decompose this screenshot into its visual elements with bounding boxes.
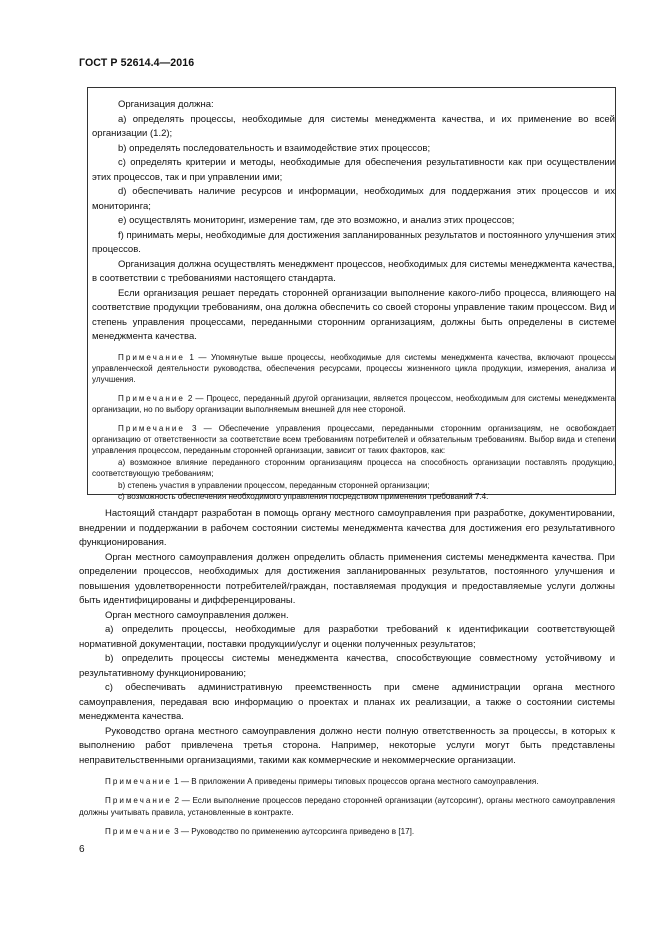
box-note-2: Примечание 2 — Процесс, переданный другой организации, является процессом, необходимым для системы менеджмента организации, но по выбору организации выполняемым внешней для нее стороной.	[92, 393, 615, 415]
note-label: Примечание	[105, 777, 172, 786]
note-label: Примечание	[118, 393, 185, 403]
box-paragraph-2: Если организация решает передать сторонней организации выполнение какого-либо процесса, влияющего на соответствие продукции требованиям, она должна обеспечить со своей стороны управление таким процессом. Вид и степень управления процессами, переданными сторонним организациям, должны быть определены в системе менеджмента качества.	[92, 287, 615, 342]
main-paragraph-2: Орган местного самоуправления должен определить область применения системы менеджмента качества. При определении процессов, необходимых для достижения запланированных результатов, постоянного улучшения и повышения удовлетворенности потребителей/граждан, поставляемая продукция и предоставляемые услуги должны быть идентифицированы и дифференцированы.	[79, 551, 615, 606]
note-label: Примечание	[118, 423, 185, 433]
main-note-1: Примечание 1 — В приложении А приведены примеры типовых процессов органа местного самоуправления.	[105, 777, 539, 786]
document-header: ГОСТ Р 52614.4—2016	[79, 57, 195, 69]
note-label: Примечание	[105, 796, 172, 806]
main-item-a: a) определить процессы, необходимые для разработки требований к идентификации соответствующей нормативной документации, поставки продукции/услуг и оценки полученных результатов;	[79, 624, 615, 650]
box-item-c: c) определять критерии и методы, необходимые для обеспечения результативности как при осуществлении этих процессов, так и при управлении ими;	[92, 157, 615, 183]
note-label: Примечание	[118, 352, 185, 362]
box-note-3-item-c: c) возможность обеспечения необходимого управления посредством применения требований 7.4.	[118, 491, 489, 501]
main-item-c: c) обеспечивать административную преемственность при смене администрации органа местного самоуправления, передавая всю информацию о проектах и планах их реализации, а также о состоянии системы менеджмента качества.	[79, 682, 615, 722]
box-intro: Организация должна:	[118, 99, 214, 110]
box-item-d: d) обеспечивать наличие ресурсов и информации, необходимых для поддержания этих процессов и их мониторинга;	[92, 186, 615, 212]
main-paragraph-3: Орган местного самоуправления должен.	[105, 609, 289, 621]
note-label: Примечание	[105, 827, 172, 837]
box-note-3: Примечание 3 — Обеспечение управления процессами, переданными сторонним организациям, не освобождает организацию от ответственности за соответствие всем требованиям потребителей и обязательным требованиям. Выбор вида и степени управления процессом, переданным сторонней организации, зависит от таких факторов, как:	[92, 423, 615, 456]
main-note-2: Примечание 2 — Если выполнение процессов передано сторонней организации (аутсорсинг), органы местного самоуправления должны учитывать правила, установленные в контракте.	[79, 796, 615, 817]
quoted-requirements-content	[88, 98, 615, 502]
page-number: 6	[79, 844, 85, 855]
box-item-a: a) определять процессы, необходимые для системы менеджмента качества, и их применение во всей организации (1.2);	[92, 113, 615, 139]
box-note-3-item-a: a) возможное влияние переданного сторонним организациям процесса на способность организации поставлять продукцию, соответствующую требованиям;	[92, 457, 615, 479]
main-item-b: b) определить процессы системы менеджмента качества, способствующие совместному устойчивому и результативному функционированию;	[79, 653, 615, 679]
box-note-1: Примечание 1 — Упомянутые выше процессы, необходимые для системы менеджмента качества, включают процессы управленческой деятельности руководства, обеспечения ресурсами, процессы жизненного цикла продукции, измерения, анализа и улучшения.	[92, 352, 615, 385]
box-paragraph-1: Организация должна осуществлять менеджмент процессов, необходимых для системы менеджмента качества, в соответствии с требованиями настоящего стандарта.	[92, 258, 615, 284]
box-item-b: b) определять последовательность и взаимодействие этих процессов;	[118, 142, 431, 154]
box-item-f: f) принимать меры, необходимые для достижения запланированных результатов и постоянного улучшения этих процессов.	[92, 229, 615, 255]
main-note-3: Примечание 3 — Руководство по применению аутсорсинга приведено в [17].	[105, 827, 415, 837]
box-note-3-item-b: b) степень участия в управлении процессом, переданным сторонней организации;	[118, 480, 430, 490]
box-item-e: e) осуществлять мониторинг, измерение там, где это возможно, и анализ этих процессов;	[118, 215, 515, 226]
main-paragraph-4: Руководство органа местного самоуправления должно нести полную ответственность за процессы, в которых к выполнению работ привлечена третья сторона. Например, некоторые услуги могут быть представлены неправительственными организациями, такими как коммерческие и некоммерческие организации.	[79, 725, 615, 766]
quoted-requirements-box	[87, 87, 616, 501]
main-text	[79, 507, 615, 838]
main-paragraph-1: Настоящий стандарт разработан в помощь органу местного самоуправления при разработке, документировании, внедрении и поддержании в рабочем состоянии системы менеджмента качества для достижения его результативного функционирования.	[79, 508, 615, 548]
